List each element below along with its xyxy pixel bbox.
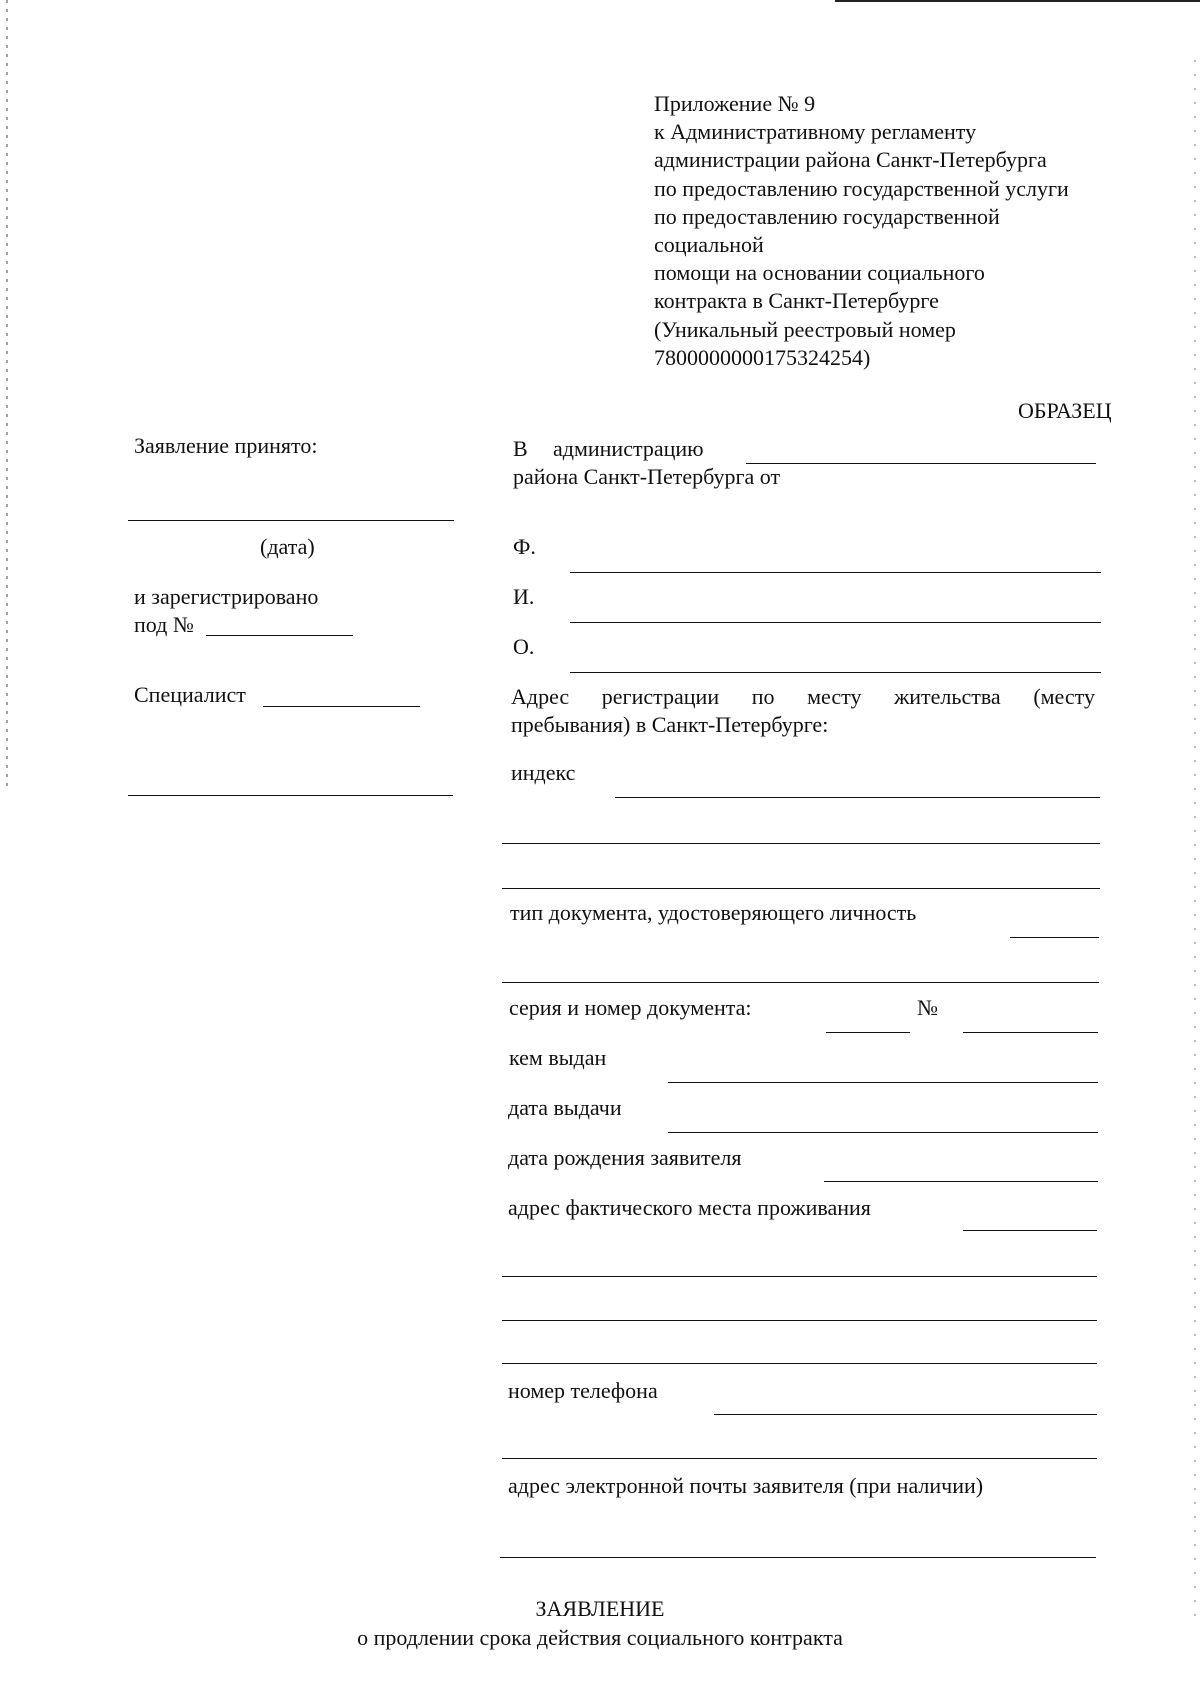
scan-edge-left <box>6 0 8 790</box>
address-word: месту <box>807 684 862 709</box>
index-field[interactable] <box>615 797 1100 798</box>
reg-number-line[interactable] <box>206 635 353 636</box>
header-line: помощи на основании социального <box>654 260 985 286</box>
address-word: жительства <box>894 684 1001 709</box>
header-line: 7800000000175324254) <box>654 344 871 370</box>
sample-mark: ОБРАЗЕЦ <box>1018 398 1112 423</box>
number-sign: № <box>917 995 938 1020</box>
accepted-label: Заявление принято: <box>134 433 318 458</box>
administration-line[interactable] <box>746 463 1096 464</box>
header-line: социальной <box>654 232 764 258</box>
issued-by-label: кем выдан <box>509 1045 607 1070</box>
email-label: адрес электронной почты заявителя (при наличии) <box>508 1473 984 1498</box>
number-field[interactable] <box>963 1032 1098 1033</box>
actual-address-label: адрес фактического места проживания <box>508 1195 871 1220</box>
address-word: по <box>751 684 775 709</box>
header-line: контракта в Санкт-Петербурге <box>654 288 939 314</box>
patronymic-label: О. <box>513 634 535 659</box>
address-word: Адрес <box>511 684 570 709</box>
issued-by-field[interactable] <box>668 1082 1098 1083</box>
registered-label: и зарегистрировано <box>134 584 319 609</box>
header-line: (Уникальный реестровый номер <box>654 316 956 342</box>
scan-edge-top <box>835 0 1200 2</box>
date-caption: (дата) <box>260 534 315 559</box>
issue-date-label: дата выдачи <box>508 1095 622 1120</box>
application-title: ЗАЯВЛЕНИЕ <box>535 1596 665 1621</box>
doc-type-field-2[interactable] <box>502 982 1099 983</box>
doc-type-label: тип документа, удостоверяющего личность <box>510 900 917 925</box>
district-from-label: района Санкт-Петербурга от <box>513 464 781 489</box>
surname-field[interactable] <box>570 572 1101 573</box>
surname-label: Ф. <box>513 534 536 559</box>
header-block <box>654 90 1069 372</box>
index-label: индекс <box>511 760 576 785</box>
header-line: Приложение № 9 <box>654 91 816 116</box>
actual-address-field-3[interactable] <box>502 1320 1097 1321</box>
birth-date-label: дата рождения заявителя <box>508 1145 742 1170</box>
administration-word: администрацию <box>553 436 704 461</box>
specialist-line[interactable] <box>263 706 420 707</box>
header-line: по предоставлению государственной услуги <box>654 175 1069 201</box>
accepted-line[interactable] <box>128 520 454 521</box>
address-field-2[interactable] <box>502 888 1100 889</box>
phone-field-2[interactable] <box>502 1458 1097 1459</box>
actual-address-field[interactable] <box>963 1230 1097 1231</box>
specialist-label: Специалист <box>134 682 246 707</box>
address-heading <box>511 684 1095 710</box>
reg-number-label: под № <box>134 612 194 637</box>
address-word: (месту <box>1033 684 1095 709</box>
specialist-signature-line[interactable] <box>128 795 453 796</box>
series-field[interactable] <box>826 1032 910 1033</box>
header-line: по предоставлению государственной <box>654 203 1000 229</box>
header-line: к Административному регламенту <box>654 119 977 145</box>
phone-label: номер телефона <box>508 1378 658 1403</box>
address-field-1[interactable] <box>502 843 1100 844</box>
email-field[interactable] <box>500 1557 1096 1558</box>
doc-type-field[interactable] <box>1010 937 1099 938</box>
scan-edge-right <box>1194 60 1196 1620</box>
to-word: В <box>513 436 528 461</box>
name-field[interactable] <box>570 622 1101 623</box>
patronymic-field[interactable] <box>570 672 1101 673</box>
phone-field[interactable] <box>714 1414 1097 1415</box>
series-number-label: серия и номер документа: <box>509 995 752 1020</box>
application-subtitle: о продлении срока действия социального контракта <box>357 1625 843 1650</box>
name-label: И. <box>513 584 535 609</box>
actual-address-field-2[interactable] <box>502 1276 1097 1277</box>
header-line: администрации района Санкт-Петербурга <box>654 147 1047 173</box>
address-word: регистрации <box>601 684 720 709</box>
issue-date-field[interactable] <box>668 1132 1098 1133</box>
address-heading-cont: пребывания) в Санкт-Петербурге: <box>511 712 829 737</box>
birth-date-field[interactable] <box>824 1181 1098 1182</box>
actual-address-field-4[interactable] <box>502 1363 1097 1364</box>
